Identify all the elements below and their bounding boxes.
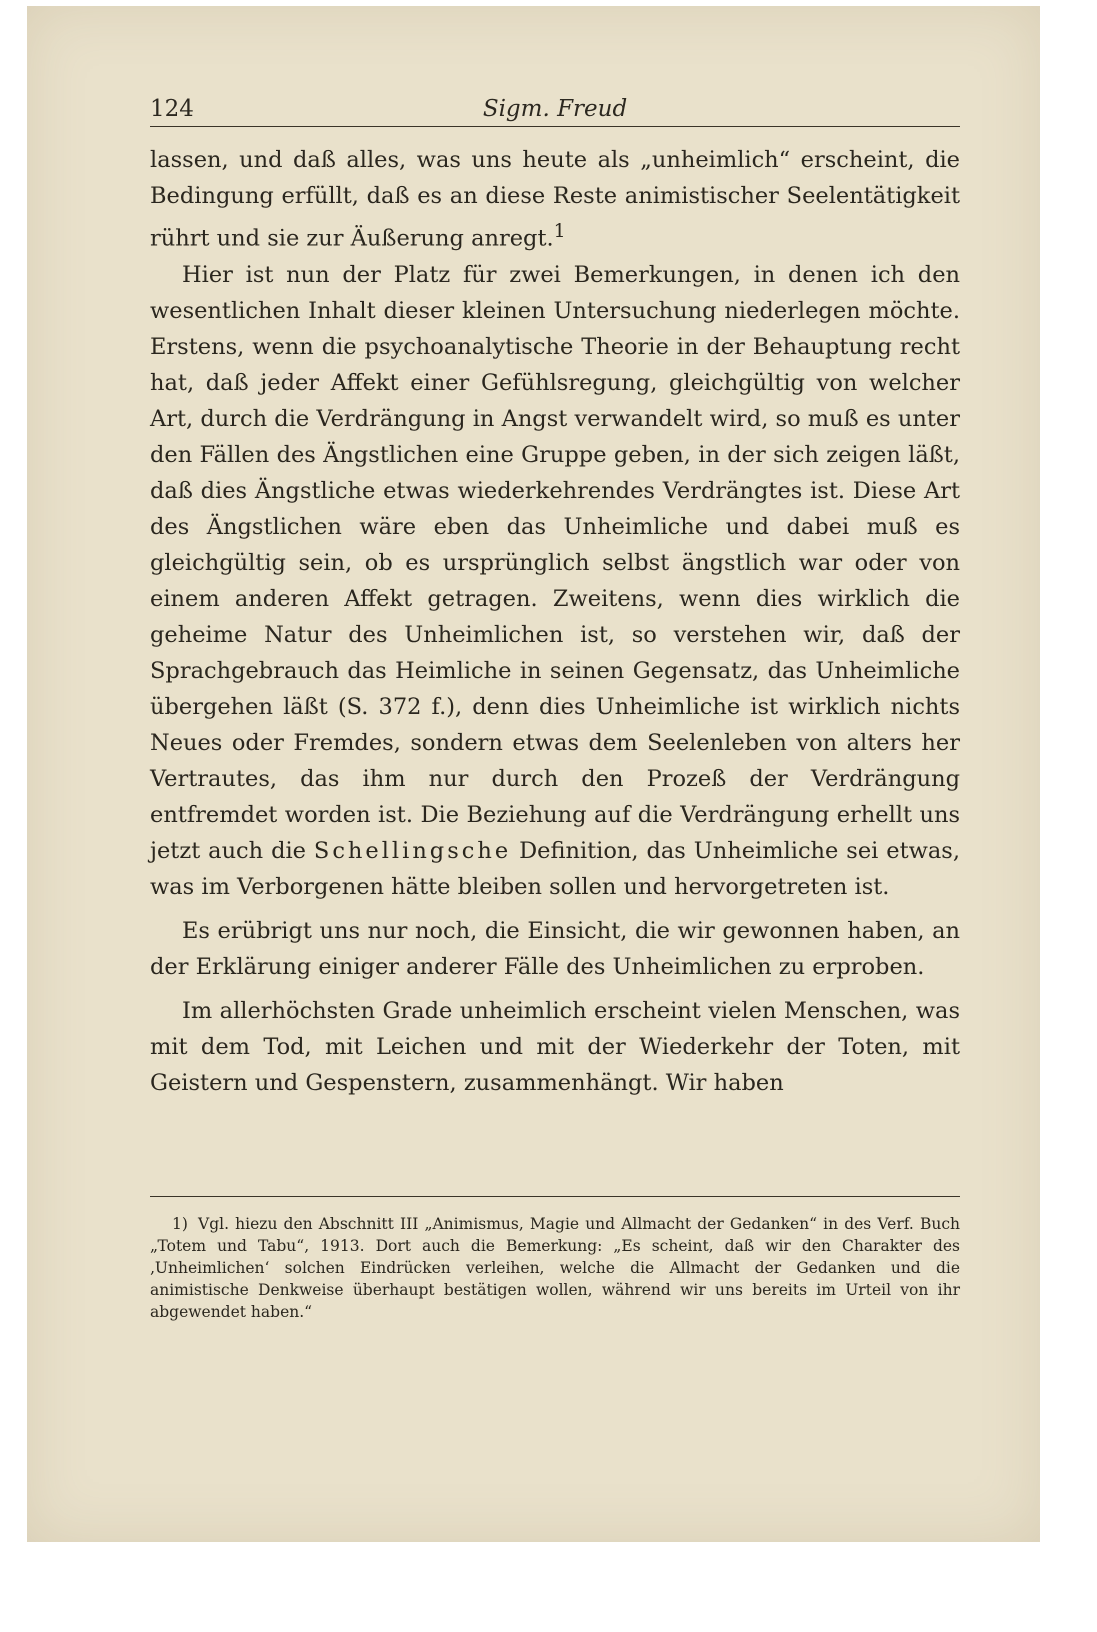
footnote-divider	[150, 1196, 960, 1197]
paragraph-4: Im allerhöchsten Grade unheimlich erscheint vielen Menschen, was mit dem Tod, mit Leichen und mit der Wiederkehr der Toten, mit Geistern und Gespenstern, zusammenhängt. Wir haben	[150, 997, 960, 1096]
footnote	[150, 1213, 960, 1323]
paragraph-3: Es erübrigt uns nur noch, die Einsicht, die wir gewonnen haben, an der Erklärung einiger anderer Fälle des Unheimlichen zu erproben.	[150, 917, 960, 980]
paragraph-1	[150, 142, 960, 257]
page-header	[150, 96, 960, 127]
footnote-reference: 1	[553, 221, 566, 242]
paragraph-2	[150, 257, 960, 905]
paragraph-1-text: lassen, und daß alles, was uns heute als „unheimlich“ erscheint, die Bedingung erfüllt, daß es an diese Reste animistischer Seelentätigkeit rührt und sie zur Äußerung anregt.	[150, 147, 960, 252]
page-number: 124	[150, 96, 194, 122]
running-head: Sigm. Freud	[482, 96, 628, 122]
paragraph-2-text-a: Hier ist nun der Platz für zwei Bemerkungen, in denen ich den wesentlichen Inhalt dieser kleinen Untersuchung niederlegen möchte. Erstens, wenn die psychoanalytische Theorie in der Behauptung recht hat, daß jeder Affekt einer Gefühlsregung, gleichgültig von welcher Art, durch die Verdrängung in Angst verwandelt wird, so muß es unter den Fällen des Ängstlichen eine Gruppe geben, in der sich zeigen läßt, daß dies Ängstliche etwas wiederkehrendes Verdrängtes ist. Diese Art des Ängstlichen wäre eben das Unheimliche und dabei muß es gleichgültig sein, ob es ursprünglich selbst ängstlich war oder von einem anderen Affekt getragen. Zweitens, wenn dies wirklich die geheime Natur des Unheimlichen ist, so verstehen wir, daß der Sprachgebrauch das Heimliche in seinen Gegensatz, das Unheimliche übergehen läßt (S. 372 f.), denn dies Unheimliche ist wirklich nichts Neues oder Fremdes, sondern etwas dem Seelenleben von alters her Vertrautes, das ihm nur durch den Prozeß der Verdrängung entfremdet worden ist. Die Beziehung auf die Verdrängung erhellt uns jetzt auch die	[150, 261, 960, 864]
footnote-text: Vgl. hiezu den Abschnitt III „Animismus, Magie und Allmacht der Gedanken“ in des Verf. Buch „Totem und Tabu“, 1913. Dort auch die Bemerkung: „Es scheint, daß wir den Charakter des ‚Unheimlichen‘ solchen Eindrücken verleihen, welche die Allmacht der Gedanken und die animistische Denkweise überhaupt bestätigen wollen, während wir uns bereits im Urteil von ihr abgewendet haben.“	[150, 1215, 960, 1321]
paragraph-2-text-b: Definition, das Unheimliche sei etwas, was im Verborgenen hätte bleiben sollen und hervorgetreten ist.	[150, 837, 960, 900]
main-text	[150, 142, 960, 1101]
footnote-marker: 1)	[172, 1215, 188, 1233]
schelling-name: Schellingsche	[313, 837, 512, 864]
